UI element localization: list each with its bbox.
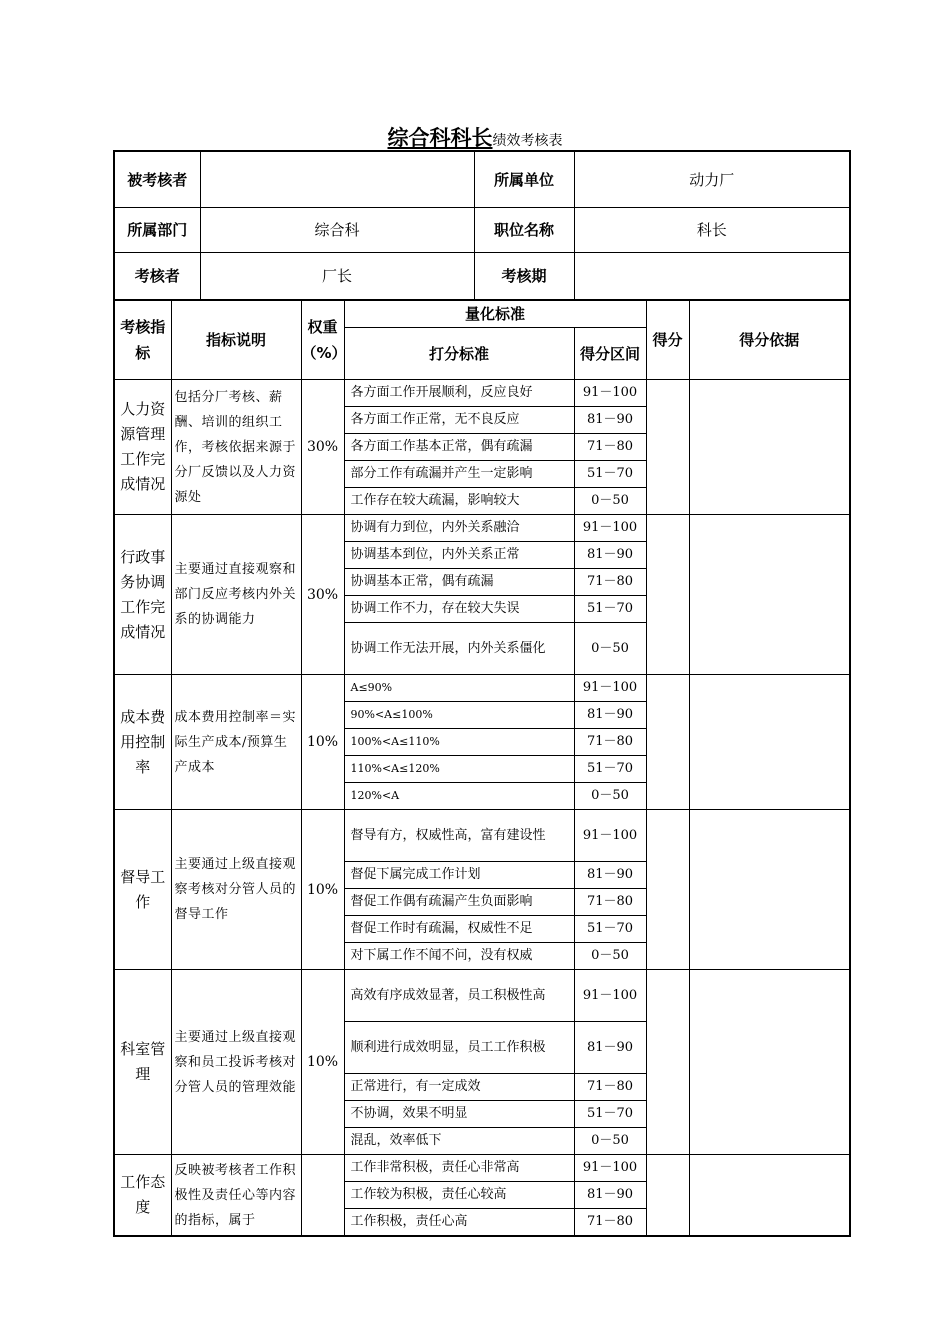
- examinee-value: [200, 151, 474, 207]
- criteria-cell: 督促工作时有疏漏，权威性不足: [344, 916, 574, 943]
- position-value: 科长: [574, 207, 850, 252]
- description-cell: 包括分厂考核、薪酬、培训的组织工作，考核依据来源于分厂反馈以及人力资源处: [171, 380, 301, 515]
- description-cell: 反映被考核者工作积极性及责任心等内容的指标，属于: [171, 1155, 301, 1237]
- title-sub: 绩效考核表: [492, 133, 563, 149]
- criteria-cell: 对下属工作不闻不问，没有权威: [344, 943, 574, 970]
- criteria-cell: 督促工作偶有疏漏产生负面影响: [344, 889, 574, 916]
- criteria-cell: 110%<A≤120%: [344, 756, 574, 783]
- criteria-cell: 工作较为积极，责任心较高: [344, 1182, 574, 1209]
- range-cell: 51－70: [574, 916, 646, 943]
- dept-value: 综合科: [200, 207, 474, 252]
- criteria-cell: 高效有序成效显著，员工积极性高: [344, 970, 574, 1022]
- basis-cell[interactable]: [689, 1155, 850, 1237]
- basis-cell[interactable]: [689, 970, 850, 1155]
- table-row: [114, 810, 850, 862]
- criteria-cell: 督促下属完成工作计划: [344, 862, 574, 889]
- indicator-cell: 科室管理: [114, 970, 171, 1155]
- weight-cell: 30%: [301, 515, 344, 675]
- range-cell: 71－80: [574, 569, 646, 596]
- range-cell: 81－90: [574, 407, 646, 434]
- criteria-cell: 100%<A≤110%: [344, 729, 574, 756]
- range-cell: 91－100: [574, 675, 646, 702]
- weight-cell: 10%: [301, 970, 344, 1155]
- range-cell: 51－70: [574, 1101, 646, 1128]
- range-cell: 51－70: [574, 461, 646, 488]
- range-cell: 0－50: [574, 1128, 646, 1155]
- table-row: [114, 1155, 850, 1182]
- header-indicator: 考核指标: [114, 300, 171, 380]
- header-weight: 权重（%）: [301, 300, 344, 380]
- document-title: [0, 122, 950, 152]
- unit-label: 所属单位: [474, 151, 574, 207]
- criteria-cell: 协调基本正常，偶有疏漏: [344, 569, 574, 596]
- range-cell: 81－90: [574, 862, 646, 889]
- score-cell[interactable]: [646, 970, 689, 1155]
- table-row: [114, 970, 850, 1022]
- unit-value: 动力厂: [574, 151, 850, 207]
- range-cell: 51－70: [574, 596, 646, 623]
- header-basis: 得分依据: [689, 300, 850, 380]
- range-cell: 71－80: [574, 434, 646, 461]
- header-quant: 量化标准: [344, 300, 646, 328]
- description-cell: 成本费用控制率＝实际生产成本/预算生产成本: [171, 675, 301, 810]
- criteria-cell: 各方面工作基本正常，偶有疏漏: [344, 434, 574, 461]
- period-value: [574, 252, 850, 300]
- dept-label: 所属部门: [114, 207, 200, 252]
- range-cell: 71－80: [574, 729, 646, 756]
- range-cell: 91－100: [574, 515, 646, 542]
- title-main: 综合科科长: [387, 126, 493, 150]
- range-cell: 81－90: [574, 1182, 646, 1209]
- criteria-cell: 正常进行，有一定成效: [344, 1074, 574, 1101]
- criteria-cell: 90%<A≤100%: [344, 702, 574, 729]
- indicator-cell: 人力资源管理工作完成情况: [114, 380, 171, 515]
- indicator-cell: 督导工作: [114, 810, 171, 970]
- header-criteria: 打分标准: [344, 328, 574, 380]
- range-cell: 0－50: [574, 488, 646, 515]
- criteria-cell: 工作积极，责任心高: [344, 1209, 574, 1237]
- table-row: [114, 380, 850, 407]
- criteria-cell: 部分工作有疏漏并产生一定影响: [344, 461, 574, 488]
- indicator-cell: 工作态度: [114, 1155, 171, 1237]
- position-label: 职位名称: [474, 207, 574, 252]
- range-cell: 91－100: [574, 380, 646, 407]
- criteria-cell: 督导有方，权威性高，富有建设性: [344, 810, 574, 862]
- indicator-cell: 行政事务协调工作完成情况: [114, 515, 171, 675]
- criteria-cell: 顺利进行成效明显，员工工作积极: [344, 1022, 574, 1074]
- description-cell: 主要通过直接观察和部门反应考核内外关系的协调能力: [171, 515, 301, 675]
- assessor-label: 考核者: [114, 252, 200, 300]
- score-cell[interactable]: [646, 1155, 689, 1237]
- info-table: [113, 150, 851, 301]
- basis-cell[interactable]: [689, 515, 850, 675]
- score-cell[interactable]: [646, 515, 689, 675]
- range-cell: 91－100: [574, 1155, 646, 1182]
- examinee-label: 被考核者: [114, 151, 200, 207]
- criteria-cell: 各方面工作正常，无不良反应: [344, 407, 574, 434]
- range-cell: 71－80: [574, 1074, 646, 1101]
- header-range: 得分区间: [574, 328, 646, 380]
- criteria-cell: 工作存在较大疏漏，影响较大: [344, 488, 574, 515]
- criteria-cell: 不协调，效果不明显: [344, 1101, 574, 1128]
- range-cell: 71－80: [574, 889, 646, 916]
- range-cell: 0－50: [574, 943, 646, 970]
- criteria-cell: 各方面工作开展顺利，反应良好: [344, 380, 574, 407]
- table-row: [114, 675, 850, 702]
- criteria-cell: 工作非常积极，责任心非常高: [344, 1155, 574, 1182]
- assessor-value: 厂长: [200, 252, 474, 300]
- range-cell: 81－90: [574, 542, 646, 569]
- score-cell[interactable]: [646, 810, 689, 970]
- basis-cell[interactable]: [689, 380, 850, 515]
- weight-cell: [301, 1155, 344, 1237]
- range-cell: 91－100: [574, 810, 646, 862]
- range-cell: 81－90: [574, 702, 646, 729]
- basis-cell[interactable]: [689, 810, 850, 970]
- range-cell: 0－50: [574, 623, 646, 675]
- header-description: 指标说明: [171, 300, 301, 380]
- range-cell: 51－70: [574, 756, 646, 783]
- score-cell[interactable]: [646, 675, 689, 810]
- range-cell: 91－100: [574, 970, 646, 1022]
- range-cell: 81－90: [574, 1022, 646, 1074]
- assessment-table: [113, 299, 851, 1237]
- range-cell: 71－80: [574, 1209, 646, 1237]
- basis-cell[interactable]: [689, 675, 850, 810]
- period-label: 考核期: [474, 252, 574, 300]
- criteria-cell: 120%<A: [344, 783, 574, 810]
- description-cell: 主要通过上级直接观察考核对分管人员的督导工作: [171, 810, 301, 970]
- score-cell[interactable]: [646, 380, 689, 515]
- weight-cell: 10%: [301, 675, 344, 810]
- range-cell: 0－50: [574, 783, 646, 810]
- table-row: [114, 515, 850, 542]
- weight-cell: 30%: [301, 380, 344, 515]
- criteria-cell: 协调基本到位，内外关系正常: [344, 542, 574, 569]
- criteria-cell: 协调有力到位，内外关系融洽: [344, 515, 574, 542]
- criteria-cell: 协调工作无法开展，内外关系僵化: [344, 623, 574, 675]
- indicator-cell: 成本费用控制率: [114, 675, 171, 810]
- criteria-cell: 协调工作不力，存在较大失误: [344, 596, 574, 623]
- description-cell: 主要通过上级直接观察和员工投诉考核对分管人员的管理效能: [171, 970, 301, 1155]
- criteria-cell: A≤90%: [344, 675, 574, 702]
- header-score: 得分: [646, 300, 689, 380]
- weight-cell: 10%: [301, 810, 344, 970]
- criteria-cell: 混乱，效率低下: [344, 1128, 574, 1155]
